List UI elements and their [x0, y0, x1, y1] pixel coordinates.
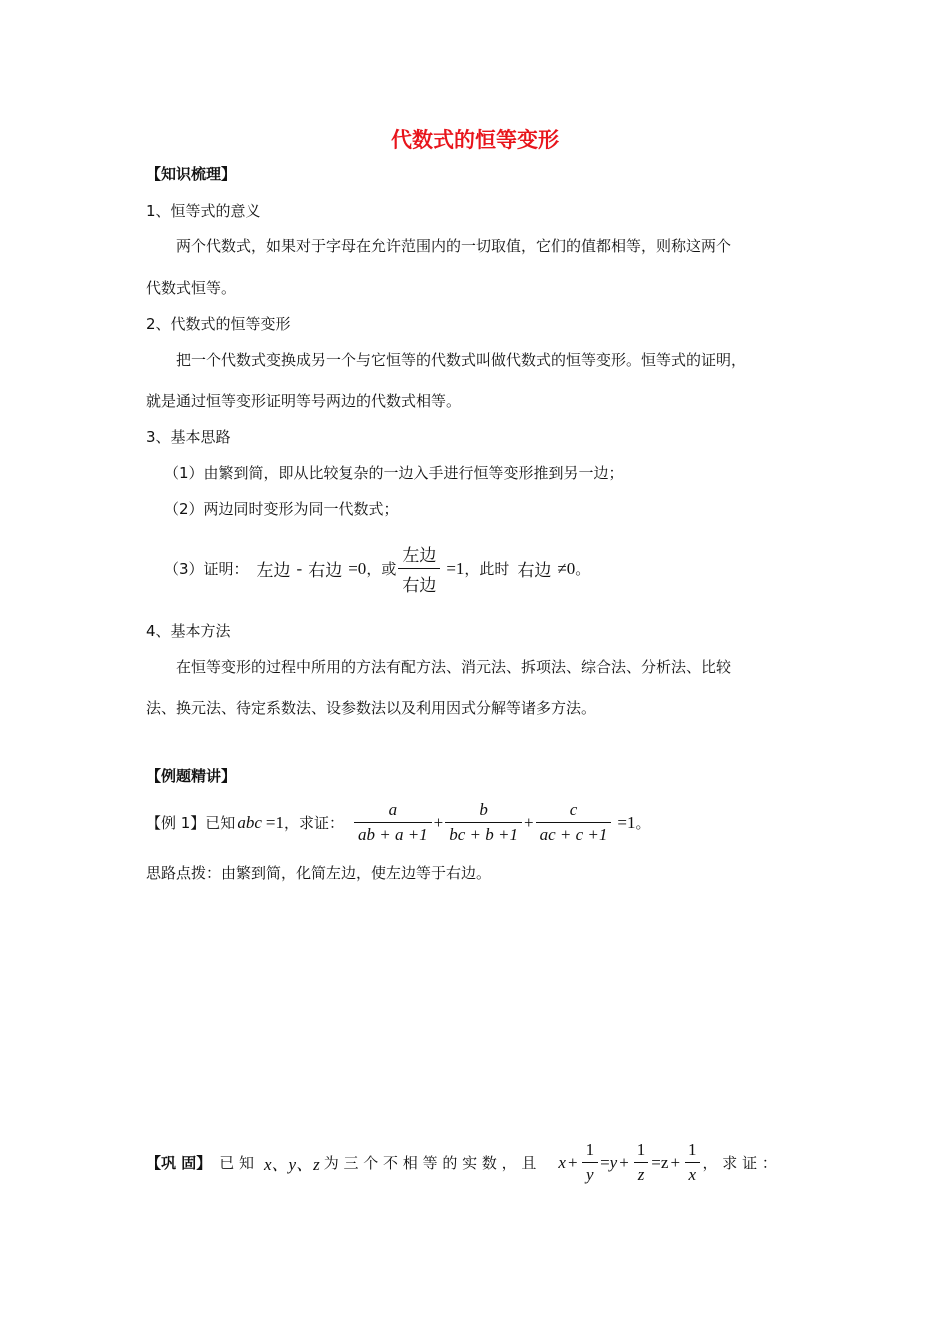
s3-item3-minus: -: [296, 558, 303, 578]
consolidation-f1-num: 1: [585, 1140, 595, 1159]
s3-item3-prefix: （3）证明：: [164, 560, 249, 578]
s3-item3-neq0: ≠0: [557, 558, 576, 578]
example1-eq: =1: [617, 812, 636, 832]
section-examples-heading: 【例题精讲】: [146, 767, 237, 785]
consolidation-vars: x、y、z: [264, 1155, 320, 1174]
example1-fraction-a: [354, 800, 432, 845]
consolidation-x1: x: [558, 1152, 566, 1172]
consolidation-f2-num: 1: [636, 1140, 646, 1159]
example1-f1-den: ab + a +1: [354, 822, 432, 845]
s3-item3-left: 左边: [256, 561, 291, 581]
example1-hint: 思路点拨：由繁到简，化简左边，使左边等于右边。: [146, 864, 492, 882]
consolidation-f1-den: y: [582, 1162, 598, 1185]
consolidation-fraction-1: [582, 1140, 599, 1185]
s3-item3-right2: 右边: [517, 561, 552, 581]
s2-paragraph-line2: 就是通过恒等变形证明等号两边的代数式相等。: [146, 392, 462, 410]
example1-label: 【例 1】已知: [146, 814, 236, 832]
example1-f2-den: bc + b +1: [445, 822, 522, 845]
s1-paragraph-line2: 代数式恒等。: [146, 279, 237, 297]
consolidation-known: 已 知: [219, 1154, 255, 1172]
consolidation-fraction-3: [684, 1140, 701, 1185]
consolidation-f2-den: z: [634, 1162, 649, 1185]
s3-item3-fraction: [398, 541, 440, 596]
consolidation-fraction-2: [633, 1140, 650, 1185]
s3-item3-eq0: =0: [348, 558, 367, 578]
consolidation-plus-2: +: [619, 1152, 629, 1172]
example1-statement: [146, 800, 651, 845]
consolidation-statement: [146, 1140, 777, 1185]
s3-item3-then: ，此时: [464, 560, 510, 578]
s1-title: 1、恒等式的意义: [146, 202, 261, 220]
example1-condition: abc: [237, 812, 262, 832]
s3-item3-frac-num: 左边: [402, 546, 437, 566]
example1-f1-num: a: [388, 800, 398, 819]
example1-plus-2: +: [524, 812, 534, 832]
consolidation-y1: y: [609, 1152, 618, 1172]
consolidation-prove: ， 求 证 ：: [702, 1154, 777, 1172]
consolidation-z1: z: [660, 1152, 669, 1172]
consolidation-text: 为 三 个 不 相 等 的 实 数 ， 且: [323, 1154, 537, 1172]
example1-plus-1: +: [433, 812, 444, 832]
s2-title: 2、代数式的恒等变形: [146, 315, 291, 333]
s2-paragraph-line1: 把一个代数式变换成另一个与它恒等的代数式叫做代数式的恒等变形。恒等式的证明，: [176, 351, 747, 369]
s3-item3: [164, 541, 590, 596]
consolidation-plus-3: +: [670, 1152, 681, 1172]
s4-paragraph-line2: 法、换元法、待定系数法、设参数法以及利用因式分解等诸多方法。: [146, 699, 597, 717]
consolidation-eq-1: =: [600, 1152, 610, 1172]
consolidation-f3-den: x: [685, 1162, 701, 1185]
example1-fraction-c: [536, 800, 612, 845]
example1-fraction-b: [445, 800, 522, 845]
s3-item3-frac-den: 右边: [398, 568, 440, 596]
s3-item3-right: 右边: [308, 561, 343, 581]
consolidation-plus-1: +: [567, 1152, 578, 1172]
s3-item3-or: ，或: [366, 560, 397, 578]
example1-condition-eq: =1: [265, 812, 284, 832]
page-title: 代数式的恒等变形: [391, 128, 559, 152]
s3-item1: （1）由繁到简，即从比较复杂的一边入手进行恒等变形推到另一边；: [164, 464, 624, 482]
consolidation-label: 【巩 固】: [146, 1154, 212, 1172]
s3-title: 3、基本思路: [146, 428, 231, 446]
example1-prove: ，求证：: [283, 814, 344, 832]
example1-f3-num: c: [569, 800, 578, 819]
consolidation-f3-num: 1: [688, 1140, 697, 1159]
example1-f2-num: b: [479, 800, 488, 819]
s3-item3-eq1: =1: [446, 558, 465, 578]
s1-paragraph-line1: 两个代数式，如果对于字母在允许范围内的一切取值，它们的值都相等，则称这两个: [176, 237, 732, 255]
s3-item2: （2）两边同时变形为同一代数式；: [164, 500, 399, 518]
s3-item3-end: 。: [575, 560, 591, 578]
s4-title: 4、基本方法: [146, 622, 231, 640]
example1-f3-den: ac + c +1: [536, 822, 612, 845]
section-knowledge-heading: 【知识梳理】: [146, 165, 237, 183]
consolidation-eq-2: =: [651, 1152, 661, 1172]
s4-paragraph-line1: 在恒等变形的过程中所用的方法有配方法、消元法、拆项法、综合法、分析法、比较: [176, 658, 732, 676]
example1-end: 。: [635, 814, 651, 832]
